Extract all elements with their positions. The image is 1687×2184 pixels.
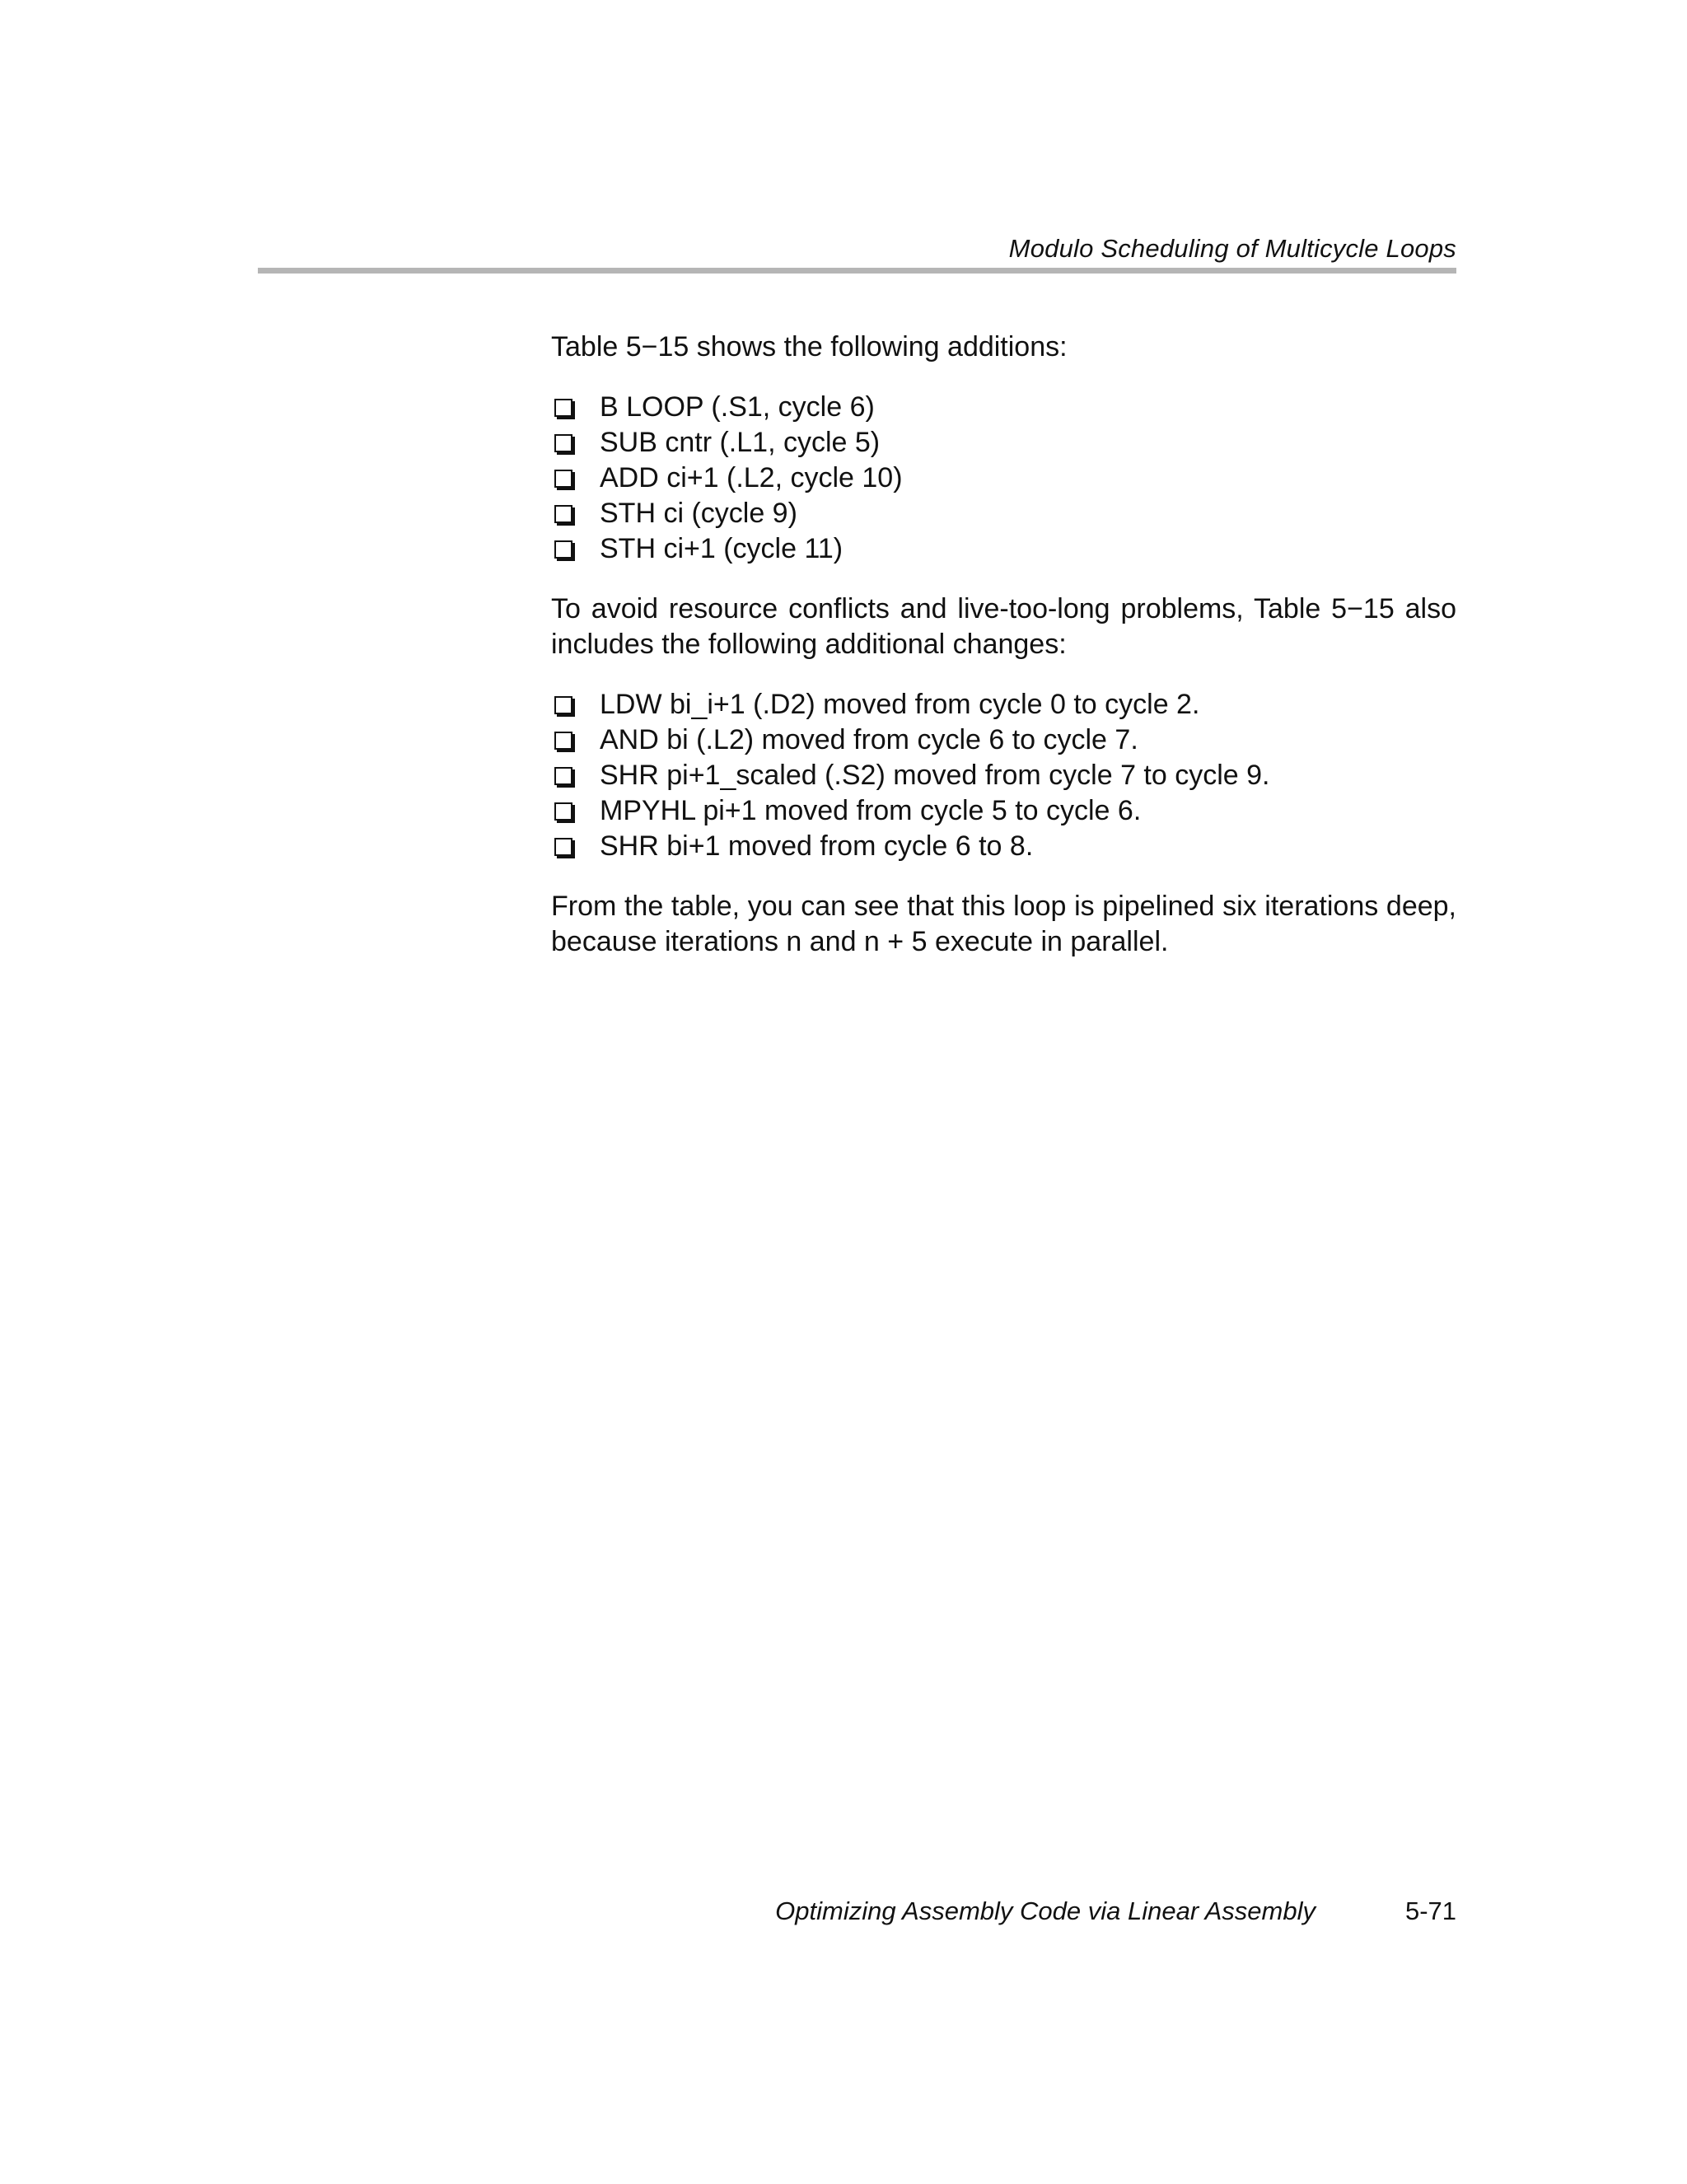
list-item-text: SHR bi+1 moved from cycle 6 to 8.	[600, 830, 1034, 862]
list-item	[551, 531, 1456, 567]
checkbox-bullet-icon	[554, 505, 572, 523]
footer-page-number: 5-71	[1404, 1896, 1456, 1925]
header-rule	[258, 268, 1456, 274]
list-item-text: STH ci (cycle 9)	[600, 498, 797, 529]
checkbox-bullet-icon	[554, 802, 572, 821]
intro-paragraph: Table 5−15 shows the following additions:	[551, 331, 1068, 362]
checkbox-bullet-icon	[554, 399, 572, 417]
running-header: Modulo Scheduling of Multicycle Loops	[1008, 234, 1456, 263]
list-item	[551, 758, 1456, 793]
conclusion-paragraph: From the table, you can see that this loop is pipelined six iterations deep, because iterations n and n + 5 execute in parallel.	[551, 891, 1456, 957]
transition-paragraph: To avoid resource conflicts and live-too-long problems, Table 5−15 also includes the following additional changes:	[551, 593, 1456, 660]
checkbox-bullet-icon	[554, 838, 572, 856]
checkbox-bullet-icon	[554, 470, 572, 488]
footer-book-title: Optimizing Assembly Code via Linear Assembly	[775, 1896, 1315, 1925]
list-item-text: AND bi (.L2) moved from cycle 6 to cycle 7.	[600, 724, 1138, 755]
checkbox-bullet-icon	[554, 434, 572, 452]
list-item-text: ADD ci+1 (.L2, cycle 10)	[600, 462, 903, 493]
list-item	[551, 829, 1456, 864]
list-item-text: SHR pi+1_scaled (.S2) moved from cycle 7 to cycle 9.	[600, 760, 1270, 791]
checkbox-bullet-icon	[554, 732, 572, 750]
list-item-text: SUB cntr (.L1, cycle 5)	[600, 427, 881, 458]
checkbox-bullet-icon	[554, 767, 572, 785]
list-item	[551, 687, 1456, 723]
list-item-text: STH ci+1 (cycle 11)	[600, 533, 844, 564]
additions-list	[551, 390, 1456, 567]
changes-list	[551, 687, 1456, 864]
checkbox-bullet-icon	[554, 540, 572, 559]
list-item-text: LDW bi_i+1 (.D2) moved from cycle 0 to cycle 2.	[600, 689, 1200, 720]
checkbox-bullet-icon	[554, 696, 572, 714]
list-item	[551, 496, 1456, 531]
list-item	[551, 425, 1456, 461]
list-item	[551, 723, 1456, 758]
list-item	[551, 390, 1456, 425]
page-body	[551, 330, 1456, 960]
list-item-text: MPYHL pi+1 moved from cycle 5 to cycle 6.	[600, 795, 1142, 826]
list-item	[551, 793, 1456, 829]
list-item-text: B LOOP (.S1, cycle 6)	[600, 391, 875, 423]
list-item	[551, 461, 1456, 496]
